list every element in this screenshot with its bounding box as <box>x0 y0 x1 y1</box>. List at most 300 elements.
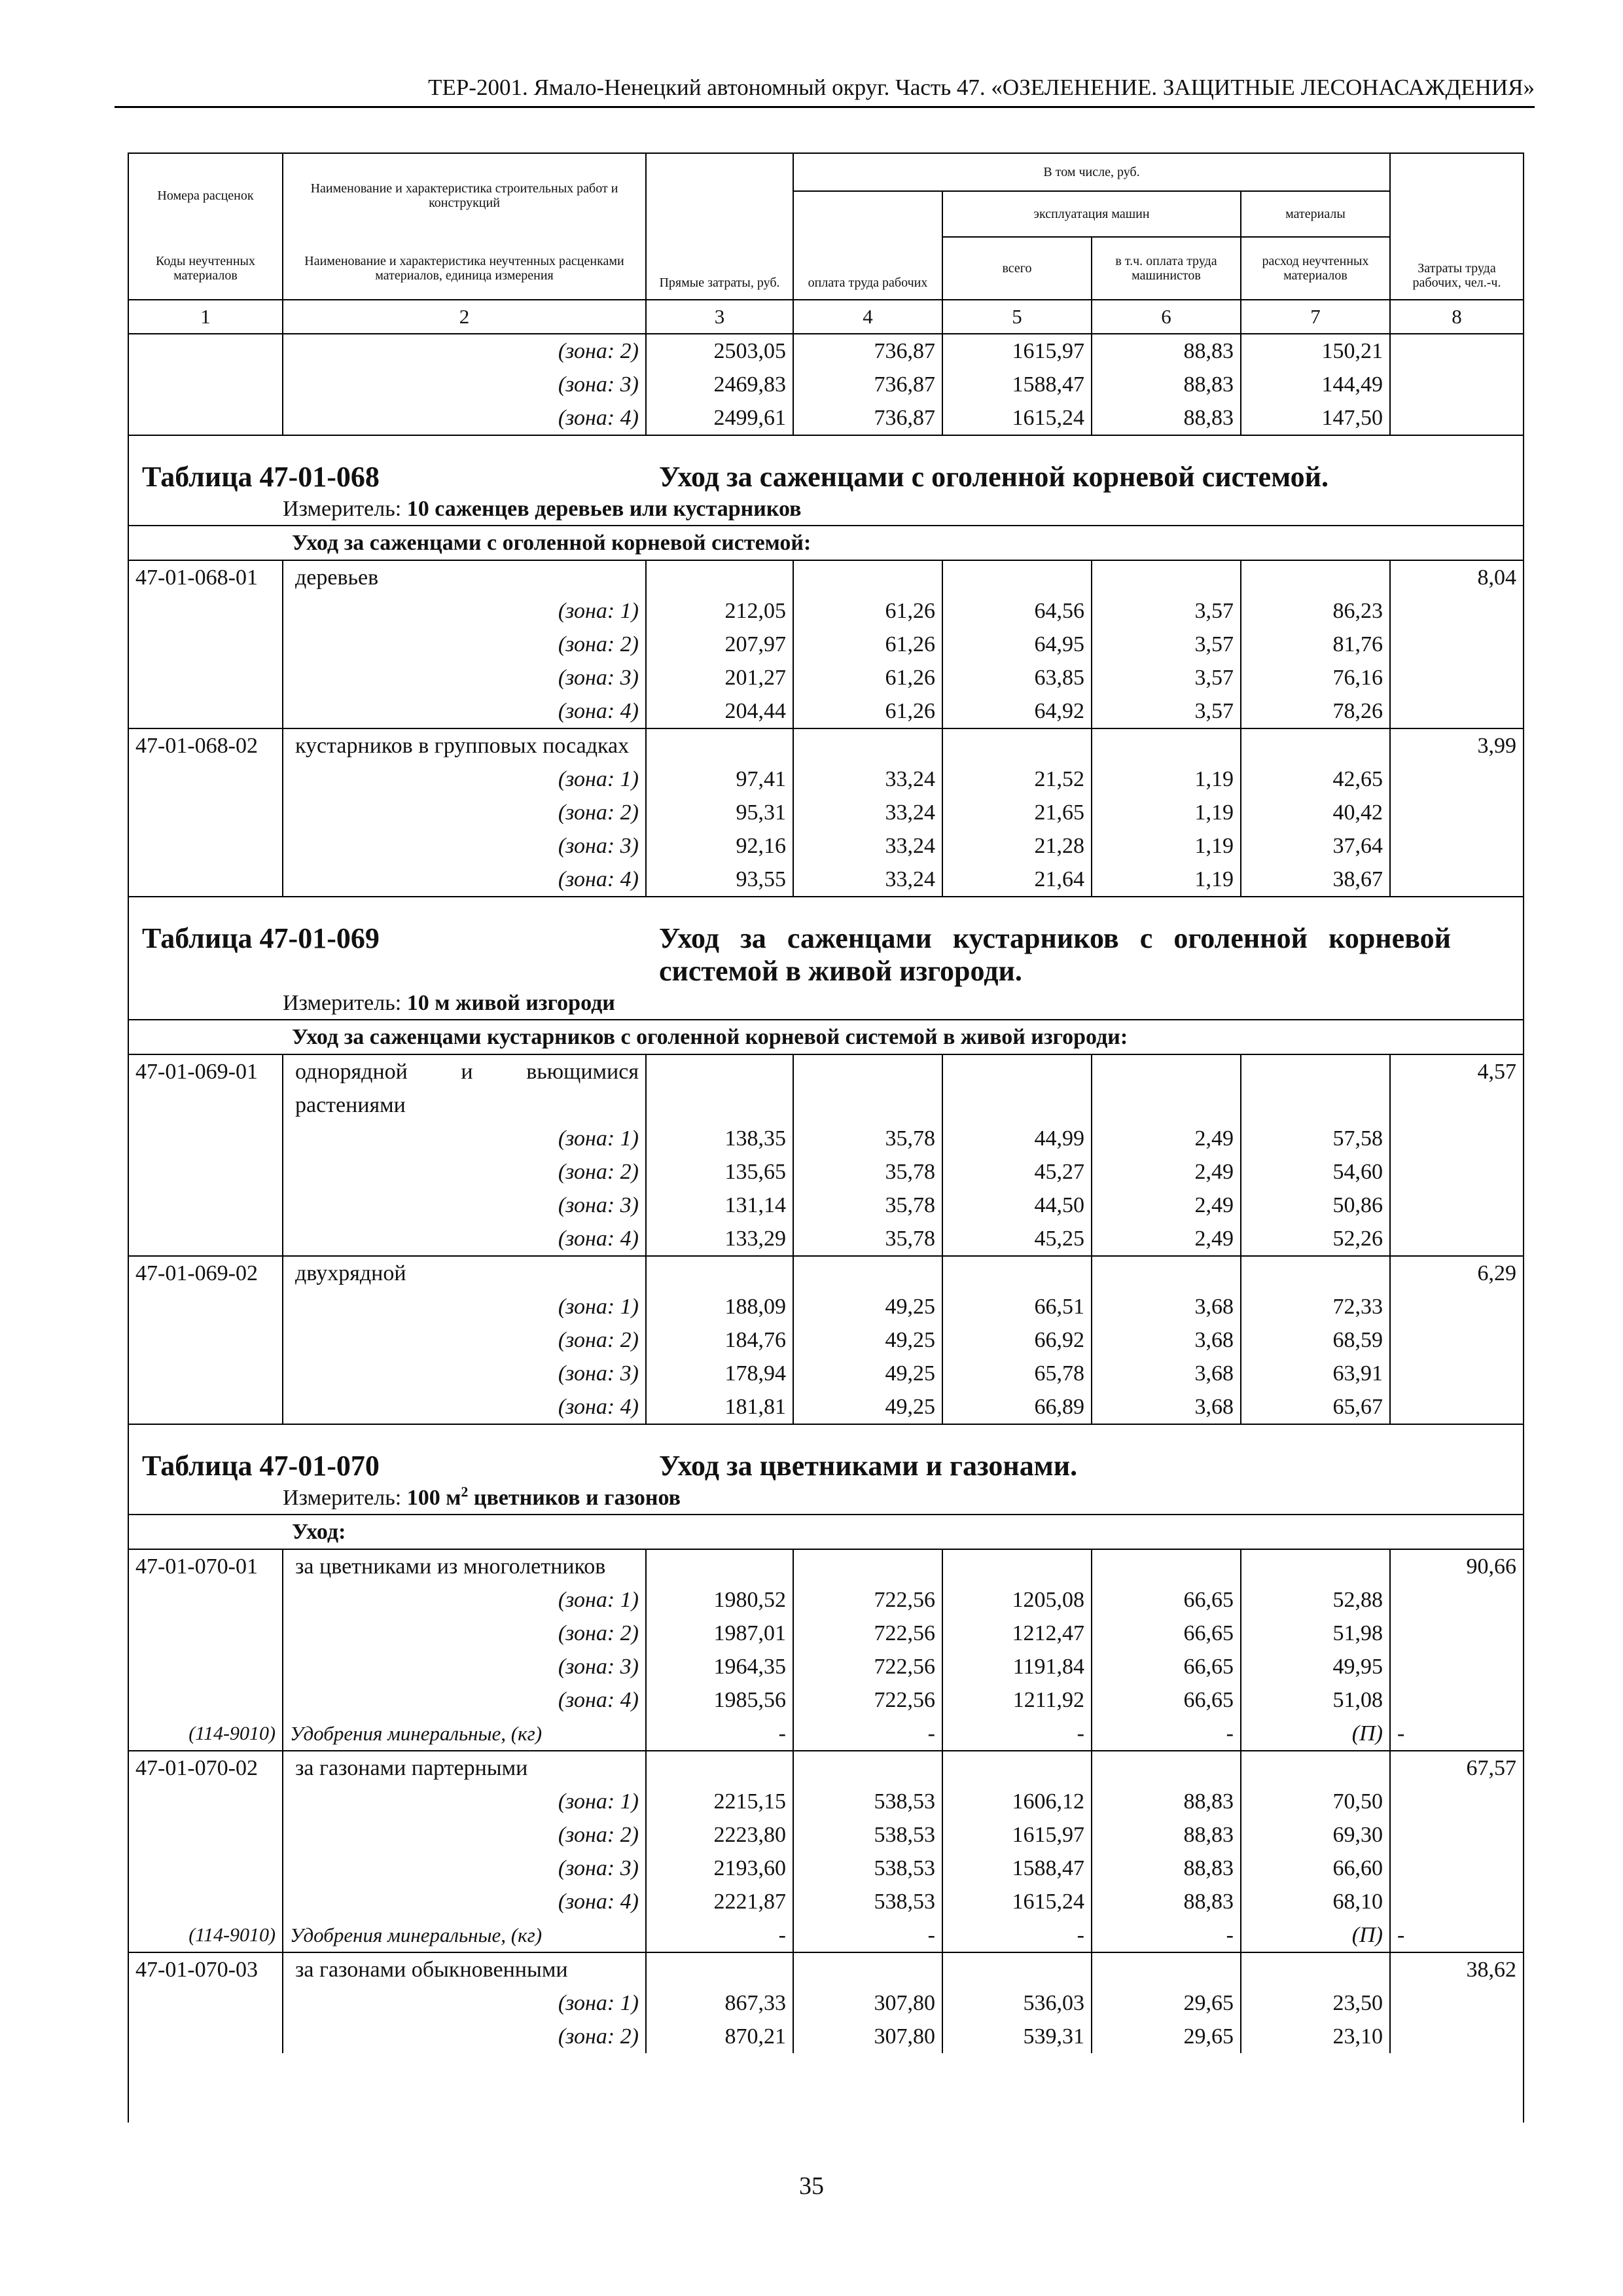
empty-cell <box>942 1054 1092 1122</box>
zone-row <box>129 1583 1523 1617</box>
labor-cell <box>1390 401 1523 435</box>
zone-cell <box>283 1986 646 2020</box>
meter-label: Измеритель: <box>283 497 402 521</box>
code-cell <box>129 1290 283 1323</box>
code-cell <box>129 628 283 661</box>
zone-cell <box>283 1785 646 1818</box>
zone-row <box>129 368 1523 401</box>
machines-total: 539,31 <box>942 2020 1092 2053</box>
materials-cost: 51,98 <box>1241 1617 1390 1650</box>
direct-cost: 92,16 <box>646 829 793 863</box>
operator-pay: 88,83 <box>1092 1818 1241 1852</box>
zone-row <box>129 1155 1523 1189</box>
machines-total: 1211,92 <box>942 1683 1092 1717</box>
zone-cell <box>283 1189 646 1222</box>
direct-cost: 870,21 <box>646 2020 793 2053</box>
operator-pay: 2,49 <box>1092 1189 1241 1222</box>
zone-cell <box>283 1818 646 1852</box>
column-number: 1 <box>129 300 283 334</box>
materials-cost: 42,65 <box>1241 762 1390 796</box>
materials-cost: 78,26 <box>1241 694 1390 728</box>
empty-cell <box>942 560 1092 594</box>
operator-pay: 3,68 <box>1092 1323 1241 1357</box>
zone-label: (зона: 1) <box>558 599 639 623</box>
empty-cell <box>793 1054 942 1122</box>
resource-value: - <box>793 1717 942 1751</box>
zone-row <box>129 1189 1523 1222</box>
resource-value: - <box>942 1918 1092 1952</box>
table-title: Уход за цветниками и газонами. <box>659 1450 1078 1482</box>
meter-value-pre: 100 м <box>406 1486 461 1510</box>
operator-pay: 1,19 <box>1092 829 1241 863</box>
table-section-title <box>129 1424 1523 1515</box>
operator-pay: 2,49 <box>1092 1222 1241 1256</box>
zone-cell <box>283 1290 646 1323</box>
zone-row <box>129 863 1523 897</box>
operator-pay: 1,19 <box>1092 796 1241 829</box>
col3-header: Прямые затраты, руб. <box>646 153 793 300</box>
zone-label: (зона: 3) <box>558 1856 639 1880</box>
zone-cell <box>283 1323 646 1357</box>
operator-pay: 88,83 <box>1092 1785 1241 1818</box>
zone-label: (зона: 2) <box>558 1621 639 1645</box>
resource-value: - <box>1092 1918 1241 1952</box>
labor-pay: 722,56 <box>793 1583 942 1617</box>
labor-pay: 33,24 <box>793 863 942 897</box>
empty-cell <box>1241 1952 1390 1986</box>
rate-name-cell <box>283 1054 646 1122</box>
operator-pay: 2,49 <box>1092 1155 1241 1189</box>
direct-cost: 1964,35 <box>646 1650 793 1683</box>
table-section-title <box>129 435 1523 526</box>
materials-cost: 49,95 <box>1241 1650 1390 1683</box>
empty-cell <box>646 1952 793 1986</box>
labor-pay: 61,26 <box>793 628 942 661</box>
code-cell <box>129 762 283 796</box>
col1-bottom-label: Коды неучтенных материалов <box>129 237 283 300</box>
machines-total: 1615,97 <box>942 1818 1092 1852</box>
zone-cell <box>283 1885 646 1918</box>
operator-pay: 3,68 <box>1092 1357 1241 1390</box>
labor-cell <box>1390 863 1523 897</box>
labor-pay: 736,87 <box>793 368 942 401</box>
code-cell <box>129 1390 283 1424</box>
rate-name: за газонами партерными <box>295 1756 528 1780</box>
resource-value: - <box>1397 1923 1405 1947</box>
running-header: ТЕР-2001. Ямало-Ненецкий автономный округ. Часть 47. «ОЗЕЛЕНЕНИЕ. ЗАЩИТНЫЕ ЛЕСОНАСАЖДЕНИЯ» <box>428 75 1535 100</box>
rate-row <box>129 1952 1523 1986</box>
operator-pay: 29,65 <box>1092 2020 1241 2053</box>
meter <box>142 493 1516 525</box>
zone-cell <box>283 1222 646 1256</box>
labor-pay: 538,53 <box>793 1852 942 1885</box>
empty-cell <box>1092 1952 1241 1986</box>
machines-total: 66,51 <box>942 1290 1092 1323</box>
labor-cell <box>1390 368 1523 401</box>
rate-name-cell <box>283 1751 646 1785</box>
labor-cell <box>1390 1155 1523 1189</box>
machines-total: 1615,24 <box>942 1885 1092 1918</box>
code-cell <box>129 1986 283 2020</box>
direct-cost: 1987,01 <box>646 1617 793 1650</box>
resource-row <box>129 1918 1523 1952</box>
resource-value: (П) <box>1241 1918 1390 1952</box>
labor-pay: 736,87 <box>793 401 942 435</box>
rate-name-cell <box>283 728 646 762</box>
zone-label: (зона: 4) <box>558 406 639 430</box>
code-cell <box>129 1323 283 1357</box>
zone-label: (зона: 1) <box>558 1126 639 1151</box>
empty-cell <box>129 1515 283 1549</box>
direct-cost: 97,41 <box>646 762 793 796</box>
code-cell <box>129 796 283 829</box>
direct-cost: 2221,87 <box>646 1885 793 1918</box>
table-number: Таблица 47-01-068 <box>142 461 380 493</box>
labor-cell <box>1390 1583 1523 1617</box>
empty-cell <box>1241 560 1390 594</box>
operator-pay: 88,83 <box>1092 1852 1241 1885</box>
labor-cell <box>1390 1222 1523 1256</box>
materials-cost: 70,50 <box>1241 1785 1390 1818</box>
table-body <box>129 334 1523 2053</box>
operator-pay: 29,65 <box>1092 1986 1241 2020</box>
code-cell <box>129 1885 283 1918</box>
empty-cell <box>1092 560 1241 594</box>
labor-cell <box>1390 2020 1523 2053</box>
rate-name-cell <box>283 560 646 594</box>
zone-row <box>129 594 1523 628</box>
rate-code: 47-01-069-02 <box>129 1256 283 1290</box>
direct-cost: 135,65 <box>646 1155 793 1189</box>
column-number: 6 <box>1092 300 1241 334</box>
empty-cell <box>129 1020 283 1054</box>
labor-cell <box>1390 1852 1523 1885</box>
direct-cost: 1980,52 <box>646 1583 793 1617</box>
code-cell <box>129 1583 283 1617</box>
meter-value <box>406 1483 681 1510</box>
labor-pay: 61,26 <box>793 594 942 628</box>
machines-total: 21,65 <box>942 796 1092 829</box>
direct-cost: 2503,05 <box>646 334 793 368</box>
meter-label: Измеритель: <box>283 1486 402 1510</box>
zone-cell <box>283 1617 646 1650</box>
empty-cell <box>793 1952 942 1986</box>
rate-row <box>129 1549 1523 1583</box>
materials-cost: 54,60 <box>1241 1155 1390 1189</box>
zone-label: (зона: 1) <box>558 1789 639 1814</box>
zone-row <box>129 762 1523 796</box>
rate-code: 47-01-070-02 <box>129 1751 283 1785</box>
rate-name: за цветниками из многолетников <box>295 1554 606 1579</box>
zone-label: (зона: 1) <box>558 767 639 791</box>
code-cell <box>129 1122 283 1155</box>
empty-cell <box>1092 1549 1241 1583</box>
empty-cell <box>942 728 1092 762</box>
empty-cell <box>1092 1256 1241 1290</box>
zone-cell <box>283 1650 646 1683</box>
zone-label: (зона: 3) <box>558 834 639 858</box>
col5-header: всего <box>942 237 1092 300</box>
materials-cost: 57,58 <box>1241 1122 1390 1155</box>
direct-cost: 2193,60 <box>646 1852 793 1885</box>
rate-row <box>129 1256 1523 1290</box>
zone-label: (зона: 1) <box>558 1991 639 2015</box>
zone-label: (зона: 3) <box>558 666 639 690</box>
direct-cost: 204,44 <box>646 694 793 728</box>
direct-cost: 184,76 <box>646 1323 793 1357</box>
labor-cell <box>1390 1818 1523 1852</box>
empty-cell <box>129 526 283 560</box>
rate-code: 47-01-070-03 <box>129 1952 283 1986</box>
machines-total: 44,99 <box>942 1122 1092 1155</box>
zone-row <box>129 334 1523 368</box>
zone-row <box>129 1885 1523 1918</box>
zone-label: (зона: 4) <box>558 1688 639 1712</box>
zone-cell <box>283 2020 646 2053</box>
machines-total: 45,25 <box>942 1222 1092 1256</box>
zone-cell <box>283 863 646 897</box>
zone-row <box>129 796 1523 829</box>
resource-value: - <box>1092 1717 1241 1751</box>
empty-cell <box>793 1256 942 1290</box>
labor-hours: 67,57 <box>1390 1751 1523 1785</box>
labor-pay: 722,56 <box>793 1683 942 1717</box>
zone-row <box>129 1323 1523 1357</box>
direct-cost: 95,31 <box>646 796 793 829</box>
empty-cell <box>1241 1256 1390 1290</box>
operator-pay: 88,83 <box>1092 401 1241 435</box>
meter <box>142 988 1516 1019</box>
labor-pay: 35,78 <box>793 1155 942 1189</box>
zone-cell <box>283 661 646 694</box>
rate-name: деревьев <box>295 565 379 590</box>
section-subtitle-row <box>129 1020 1523 1054</box>
rate-name-cell <box>283 1549 646 1583</box>
resource-value: (П) <box>1241 1717 1390 1751</box>
code-cell <box>129 1222 283 1256</box>
code-cell <box>129 594 283 628</box>
empty-cell <box>793 1549 942 1583</box>
materials-cost: 50,86 <box>1241 1189 1390 1222</box>
zone-label: (зона: 2) <box>558 1823 639 1847</box>
rate-row <box>129 728 1523 762</box>
zone-cell <box>283 1357 646 1390</box>
table-title: Уход за саженцами кустарников с оголенной корневой системой в живой изгороди. <box>659 922 1451 987</box>
rate-name: кустарников в групповых посадках <box>295 734 630 758</box>
zone-row <box>129 1357 1523 1390</box>
code-cell <box>129 661 283 694</box>
empty-cell <box>646 560 793 594</box>
operator-pay: 3,57 <box>1092 694 1241 728</box>
operator-pay: 88,83 <box>1092 1885 1241 1918</box>
zone-row <box>129 1785 1523 1818</box>
machines-header: эксплуатация машин <box>942 191 1241 237</box>
machines-total: 64,92 <box>942 694 1092 728</box>
empty-cell <box>942 1256 1092 1290</box>
labor-pay: 33,24 <box>793 796 942 829</box>
resource-name: Удобрения минеральные, (кг) <box>283 1918 646 1952</box>
direct-cost: 188,09 <box>646 1290 793 1323</box>
zone-row <box>129 1222 1523 1256</box>
zone-row <box>129 829 1523 863</box>
machines-total: 44,50 <box>942 1189 1092 1222</box>
code-cell <box>129 2020 283 2053</box>
labor-pay: 736,87 <box>793 334 942 368</box>
zone-row <box>129 1986 1523 2020</box>
meter-value-sup: 2 <box>461 1483 469 1500</box>
zone-label: (зона: 1) <box>558 1295 639 1319</box>
empty-cell <box>793 728 942 762</box>
direct-cost: 867,33 <box>646 1986 793 2020</box>
zone-row <box>129 661 1523 694</box>
direct-cost: 2215,15 <box>646 1785 793 1818</box>
resource-value: - <box>793 1918 942 1952</box>
machines-total: 1588,47 <box>942 1852 1092 1885</box>
table-section-title <box>129 897 1523 1020</box>
machines-total: 64,95 <box>942 628 1092 661</box>
zone-cell <box>283 368 646 401</box>
machines-total: 1212,47 <box>942 1617 1092 1650</box>
zone-label: (зона: 2) <box>558 339 639 363</box>
empty-cell <box>646 1054 793 1122</box>
meter-value: 10 саженцев деревьев или кустарников <box>406 497 802 521</box>
column-number: 5 <box>942 300 1092 334</box>
machines-total: 21,52 <box>942 762 1092 796</box>
labor-cell <box>1390 628 1523 661</box>
labor-pay: 49,25 <box>793 1390 942 1424</box>
resource-value: - <box>646 1717 793 1751</box>
resource-row <box>129 1717 1523 1751</box>
resource-name: Удобрения минеральные, (кг) <box>283 1717 646 1751</box>
rate-code: 47-01-068-02 <box>129 728 283 762</box>
code-cell <box>129 1852 283 1885</box>
rate-name-cell <box>283 1952 646 1986</box>
operator-pay: 88,83 <box>1092 368 1241 401</box>
header-rule <box>115 106 1535 108</box>
zone-label: (зона: 3) <box>558 372 639 397</box>
materials-cost: 147,50 <box>1241 401 1390 435</box>
zone-row <box>129 1290 1523 1323</box>
labor-cell <box>1390 1785 1523 1818</box>
rate-code: 47-01-068-01 <box>129 560 283 594</box>
section-title-cell <box>129 897 1523 1020</box>
machines-total: 1205,08 <box>942 1583 1092 1617</box>
operator-pay: 66,65 <box>1092 1683 1241 1717</box>
direct-cost: 2469,83 <box>646 368 793 401</box>
labor-pay: 61,26 <box>793 661 942 694</box>
labor-hours: 38,62 <box>1390 1952 1523 1986</box>
col1-header <box>129 153 283 237</box>
col6-header: в т.ч. оплата труда машинистов <box>1092 237 1241 300</box>
materials-cost: 68,10 <box>1241 1885 1390 1918</box>
operator-pay: 3,68 <box>1092 1290 1241 1323</box>
zone-label: (зона: 4) <box>558 1890 639 1914</box>
labor-pay: 35,78 <box>793 1189 942 1222</box>
zone-cell <box>283 401 646 435</box>
zone-cell <box>283 1683 646 1717</box>
labor-cell <box>1390 1683 1523 1717</box>
operator-pay: 2,49 <box>1092 1122 1241 1155</box>
labor-cell <box>1390 1357 1523 1390</box>
meter-label: Измеритель: <box>283 991 402 1015</box>
empty-cell <box>1241 728 1390 762</box>
machines-total: 66,89 <box>942 1390 1092 1424</box>
table-number: Таблица 47-01-070 <box>142 1450 380 1482</box>
labor-hours: 90,66 <box>1390 1549 1523 1583</box>
col2-bottom-label: Наименование и характеристика неучтенных расценками материалов, единица измерения <box>283 237 646 300</box>
machines-total: 21,64 <box>942 863 1092 897</box>
labor-cell <box>1390 694 1523 728</box>
rate-row <box>129 1054 1523 1122</box>
labor-cell <box>1390 829 1523 863</box>
operator-pay: 66,65 <box>1092 1650 1241 1683</box>
column-number: 7 <box>1241 300 1390 334</box>
labor-cell <box>1390 1650 1523 1683</box>
direct-cost: 133,29 <box>646 1222 793 1256</box>
empty-cell <box>646 1256 793 1290</box>
machines-total: 64,56 <box>942 594 1092 628</box>
meter-value-post: цветников и газонов <box>468 1486 681 1510</box>
zone-row <box>129 1852 1523 1885</box>
materials-cost: 86,23 <box>1241 594 1390 628</box>
empty-cell <box>1092 1054 1241 1122</box>
table-number: Таблица 47-01-069 <box>142 922 380 954</box>
rate-name: за газонами обыкновенными <box>295 1958 568 1982</box>
zone-cell <box>283 1122 646 1155</box>
zone-label: (зона: 4) <box>558 699 639 723</box>
empty-cell <box>646 1549 793 1583</box>
code-cell <box>129 1189 283 1222</box>
zone-cell <box>283 1852 646 1885</box>
col4-header: оплата труда рабочих <box>793 191 942 300</box>
code-cell <box>129 1155 283 1189</box>
col2-header <box>283 153 646 237</box>
empty-cell <box>793 560 942 594</box>
labor-cell <box>1390 796 1523 829</box>
zone-label: (зона: 1) <box>558 1588 639 1612</box>
code-cell <box>129 368 283 401</box>
machines-total: 536,03 <box>942 1986 1092 2020</box>
direct-cost: 93,55 <box>646 863 793 897</box>
materials-cost: 76,16 <box>1241 661 1390 694</box>
direct-cost: 2499,61 <box>646 401 793 435</box>
machines-total: 66,92 <box>942 1323 1092 1357</box>
operator-pay: 3,57 <box>1092 628 1241 661</box>
zone-cell <box>283 1155 646 1189</box>
direct-cost: 181,81 <box>646 1390 793 1424</box>
column-number: 4 <box>793 300 942 334</box>
resource-value: - <box>1397 1721 1405 1746</box>
zone-cell <box>283 796 646 829</box>
code-cell <box>129 1357 283 1390</box>
zone-label: (зона: 3) <box>558 1361 639 1386</box>
materials-cost: 66,60 <box>1241 1852 1390 1885</box>
rate-name-cell <box>283 1256 646 1290</box>
resource-value: - <box>646 1918 793 1952</box>
table-title: Уход за саженцами с оголенной корневой системой. <box>659 461 1329 493</box>
empty-cell <box>942 1549 1092 1583</box>
empty-cell <box>1092 1751 1241 1785</box>
resource-value: - <box>942 1717 1092 1751</box>
materials-cost: 38,67 <box>1241 863 1390 897</box>
labor-pay: 33,24 <box>793 829 942 863</box>
zone-row <box>129 1617 1523 1650</box>
labor-pay: 722,56 <box>793 1650 942 1683</box>
col7-header: расход неучтенных материалов <box>1241 237 1390 300</box>
empty-cell <box>942 1751 1092 1785</box>
labor-pay: 35,78 <box>793 1122 942 1155</box>
zone-cell <box>283 1583 646 1617</box>
